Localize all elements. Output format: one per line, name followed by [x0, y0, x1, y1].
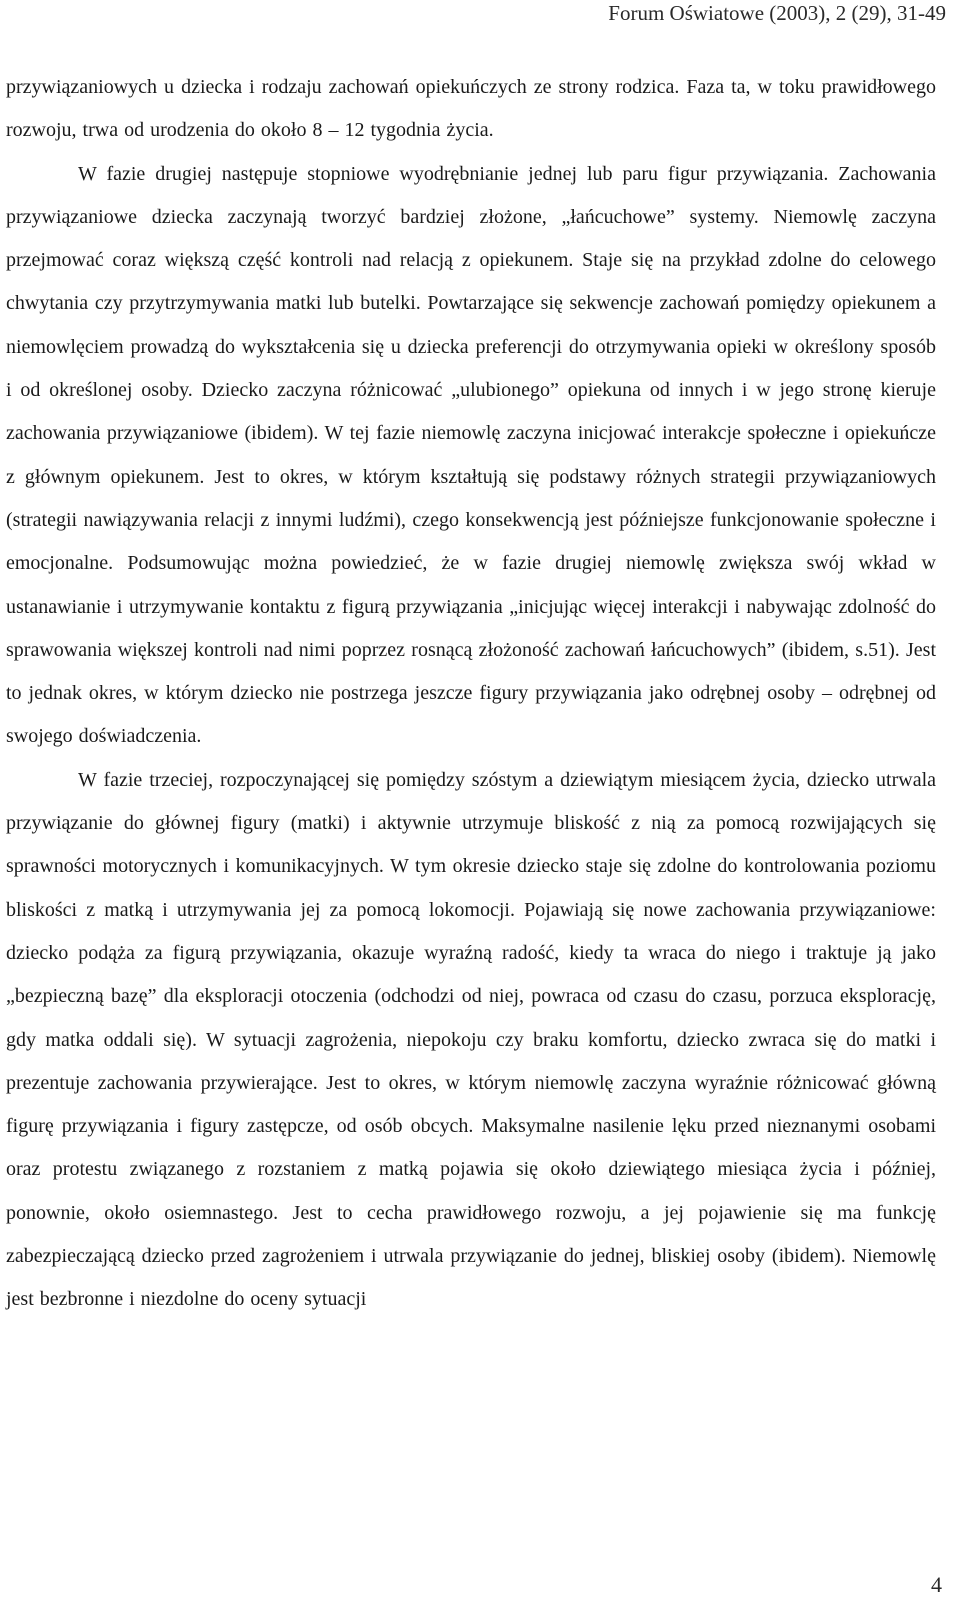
paragraph-continuation: przywiązaniowych u dziecka i rodzaju zachowań opiekuńczych ze strony rodzica. Faza ta, w toku prawidłowego rozwoju, trwa od urodzenia do około 8 – 12 tygodnia życia.: [6, 76, 936, 142]
page-body: [6, 66, 936, 1322]
page-number: 4: [931, 1572, 942, 1597]
paragraph-phase-two: W fazie drugiej następuje stopniowe wyodrębnianie jednej lub paru figur przywiązania. Zachowania przywiązaniowe dziecka zaczynają tworzyć bardziej złożone, „łańcuchowe” systemy. Niemowlę zaczyna przejmować coraz większą część kontroli nad relacją z opiekunem. Staje się na przykład zdolne do celowego chwytania czy przytrzymywania matki lub butelki. Powtarzające się sekwencje zachowań pomiędzy opiekunem a niemowlęciem prowadzą do wykształcenia się u dziecka preferencji do otrzymywania opieki w określony sposób i od określonej osoby. Dziecko zaczyna różnicować „ulubionego” opiekuna od innych i w jego stronę kieruje zachowania przywiązaniowe (ibidem). W tej fazie niemowlę zaczyna inicjować interakcje społeczne i opiekuńcze z głównym opiekunem. Jest to okres, w którym kształtują się podstawy różnych strategii przywiązaniowych (strategii nawiązywania relacji z innymi ludźmi), czego konsekwencją jest późniejsze funkcjonowanie społeczne i emocjonalne. Podsumowując można powiedzieć, że w fazie drugiej niemowlę zwiększa swój wkład w ustanawianie i utrzymywanie kontaktu z figurą przywiązania „inicjując więcej interakcji i nabywając zdolność do sprawowania większej kontroli nad nimi poprzez rosnącą złożoność zachowań łańcuchowych” (ibidem, s.51). Jest to jednak okres, w którym dziecko nie postrzega jeszcze figury przywiązania jako odrębnej osoby – odrębnej od swojego doświadczenia.: [6, 162, 936, 748]
paragraph-phase-three: W fazie trzeciej, rozpoczynającej się pomiędzy szóstym a dziewiątym miesiącem życia, dziecko utrwala przywiązanie do głównej figury (matki) i aktywnie utrzymuje bliskość z nią za pomocą rozwijających się sprawności motorycznych i komunikacyjnych. W tym okresie dziecko staje się zdolne do kontrolowania poziomu bliskości z matką i utrzymywania jej za pomocą lokomocji. Pojawiają się nowe zachowania przywiązaniowe: dziecko podąża za figurą przywiązania, okazuje wyraźną radość, kiedy ta wraca do niego i traktuje ją jako „bezpieczną bazę” dla eksploracji otoczenia (odchodzi od niej, powraca od czasu do czasu, porzuca eksplorację, gdy matka oddali się). W sytuacji zagrożenia, niepokoju czy braku komfortu, dziecko zwraca się do matki i prezentuje zachowania przywierające. Jest to okres, w którym niemowlę zaczyna wyraźnie różnicować główną figurę przywiązania i figury zastępcze, od osób obcych. Maksymalne nasilenie lęku przed nieznanymi osobami oraz protestu związanego z rozstaniem z matką pojawia się około dziewiątego miesiąca życia i później, ponownie, około osiemnastego. Jest to cecha prawidłowego rozwoju, a jej pojawienie się ma funkcję zabezpieczającą dziecko przed zagrożeniem i utrwala przywiązanie do jednej, bliskiej osoby (ibidem). Niemowlę jest bezbronne i niezdolne do oceny sytuacji: [6, 768, 936, 1311]
running-header: Forum Oświatowe (2003), 2 (29), 31-49: [608, 1, 946, 25]
